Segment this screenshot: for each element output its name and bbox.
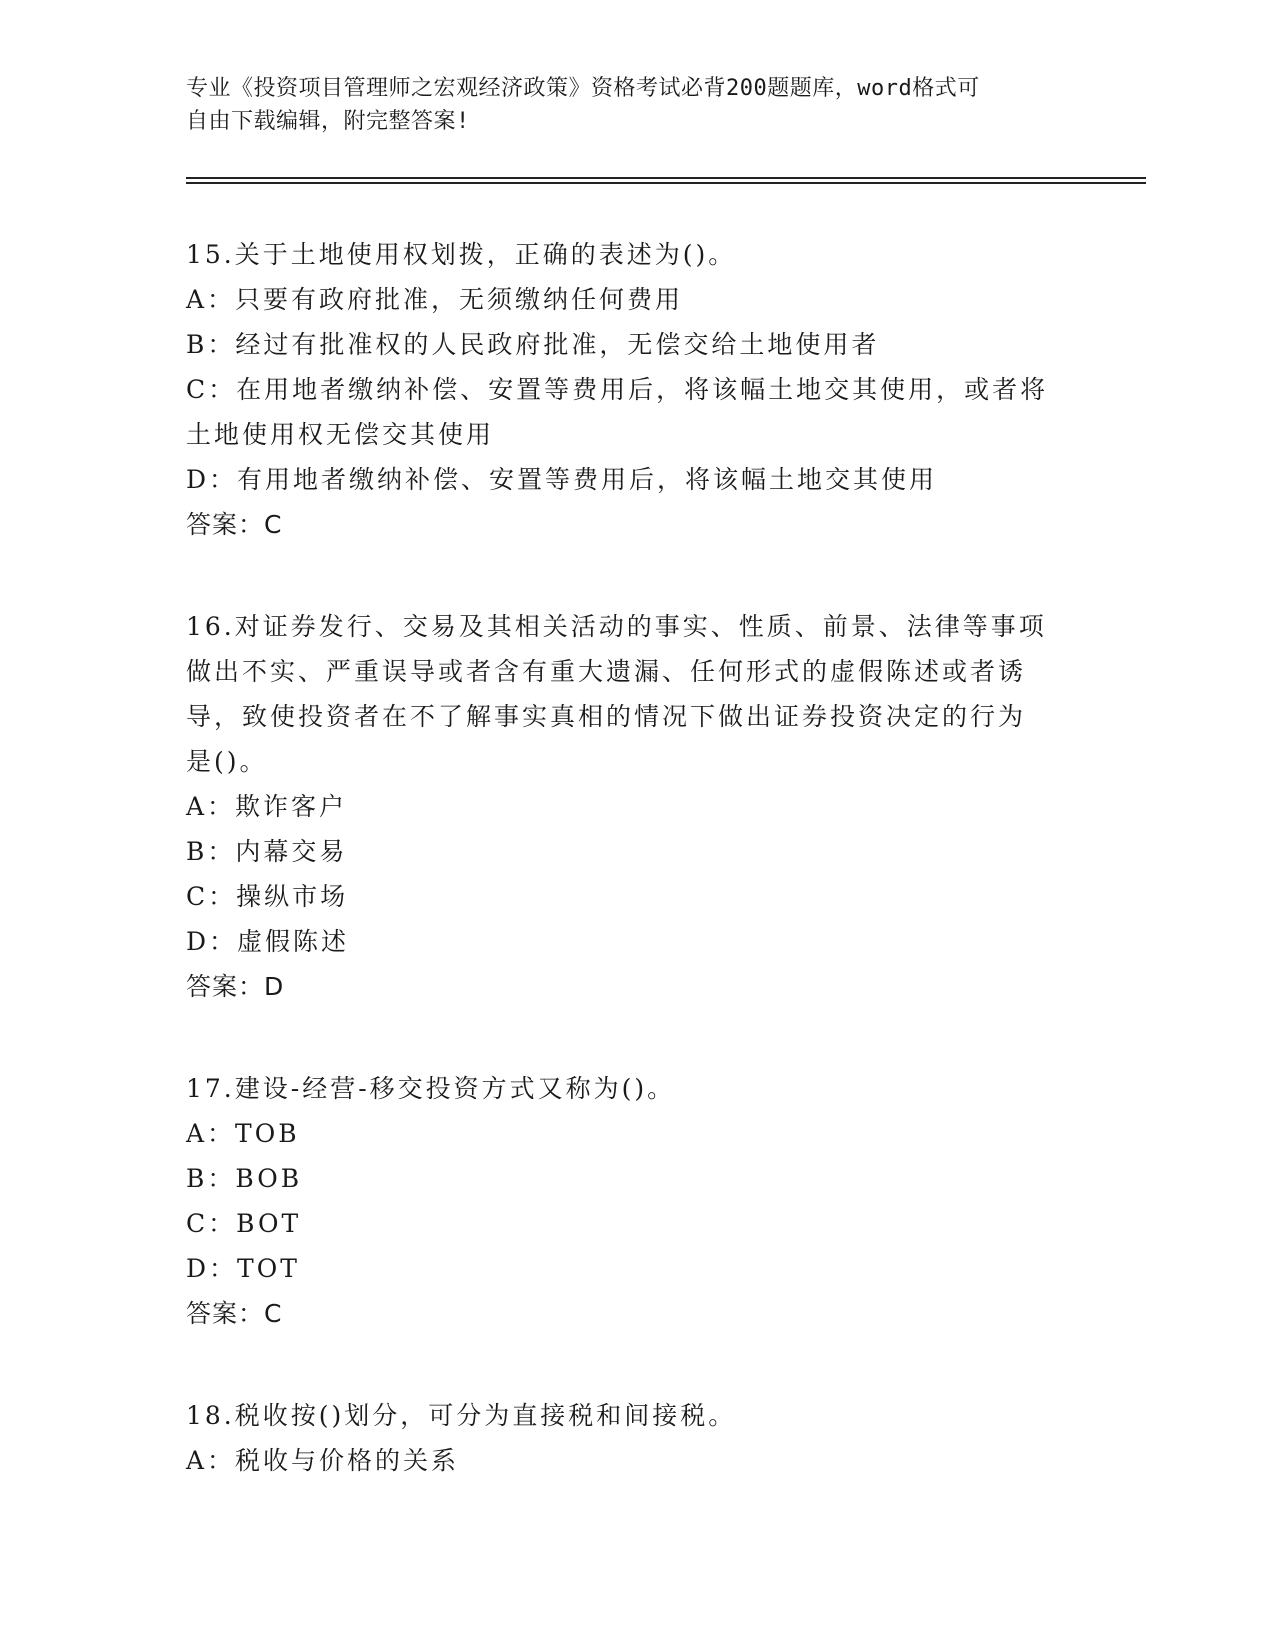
option-d: D：有用地者缴纳补偿、安置等费用后，将该幅土地交其使用 [186, 465, 938, 494]
option-b: B：经过有批准权的人民政府批准，无偿交给土地使用者 [186, 330, 880, 359]
option-a: A：税收与价格的关系 [186, 1446, 460, 1475]
option-c-continued: 土地使用权无偿交其使用 [186, 420, 495, 449]
option-c: C：在用地者缴纳补偿、安置等费用后，将该幅土地交其使用，或者将 [186, 375, 1049, 404]
question-stem-line-2: 做出不实、严重误导或者含有重大遗漏、任何形式的虚假陈述或者诱 [186, 657, 1027, 686]
option-d: D：TOT [186, 1254, 300, 1283]
document-header [186, 72, 1066, 138]
option-a: A：欺诈客户 [186, 792, 348, 821]
question-stem-line-4: 是()。 [186, 747, 268, 776]
option-d: D：虚假陈述 [186, 927, 350, 956]
header-divider-top [186, 177, 1146, 179]
option-c: C：操纵市场 [186, 882, 349, 911]
answer: 答案：D [186, 972, 285, 1001]
option-c: C：BOT [186, 1209, 302, 1238]
header-divider-bottom [186, 182, 1146, 184]
question-16 [186, 604, 1066, 1009]
question-15 [186, 232, 1066, 547]
question-list [186, 232, 1066, 1540]
option-b: B：内幕交易 [186, 837, 348, 866]
question-18 [186, 1393, 1066, 1483]
answer: 答案：C [186, 510, 283, 539]
answer: 答案：C [186, 1299, 283, 1328]
question-stem: 15.关于土地使用权划拨，正确的表述为()。 [186, 240, 737, 269]
question-stem: 16.对证券发行、交易及其相关活动的事实、性质、前景、法律等事项 [186, 612, 1047, 641]
header-line-2: 自由下载编辑，附完整答案! [186, 109, 470, 134]
option-a: A：TOB [186, 1119, 300, 1148]
option-a: A：只要有政府批准，无须缴纳任何费用 [186, 285, 684, 314]
question-stem-line-3: 导，致使投资者在不了解事实真相的情况下做出证券投资决定的行为 [186, 702, 1027, 731]
question-17 [186, 1066, 1066, 1336]
option-b: B：BOB [186, 1164, 303, 1193]
header-line-1: 专业《投资项目管理师之宏观经济政策》资格考试必背200题题库，word格式可 [186, 76, 980, 101]
question-stem: 18.税收按()划分，可分为直接税和间接税。 [186, 1401, 737, 1430]
question-stem: 17.建设-经营-移交投资方式又称为()。 [186, 1074, 676, 1103]
